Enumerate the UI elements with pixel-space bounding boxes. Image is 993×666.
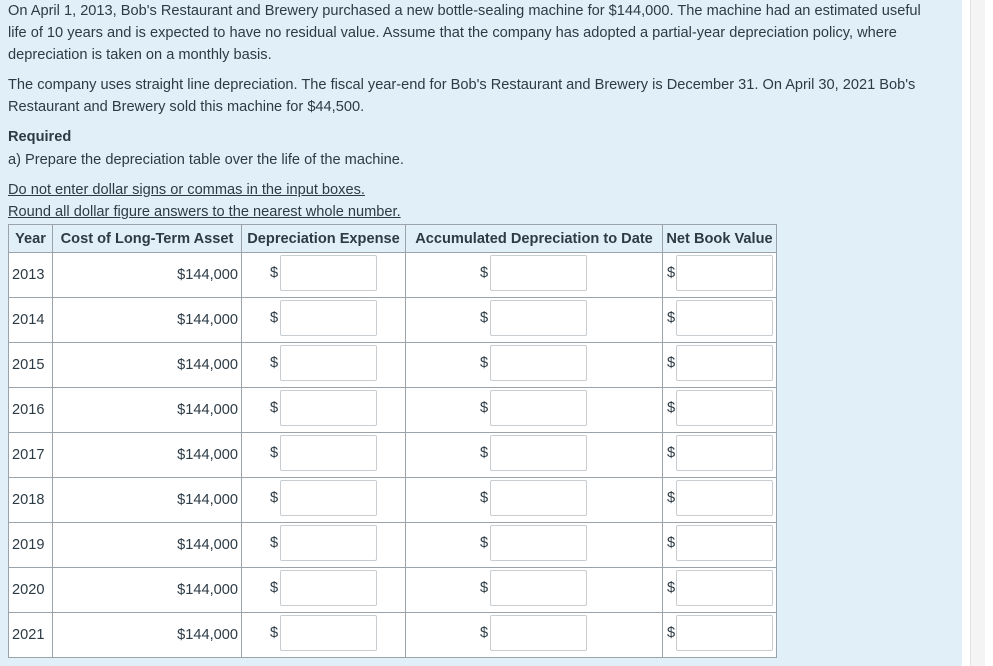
accumulated-depreciation-input[interactable] — [490, 525, 587, 561]
net-book-value-cell-wrap — [663, 523, 776, 567]
year-cell: 2015 — [9, 343, 53, 388]
dollar-sign-label: $ — [667, 490, 676, 506]
depreciation-expense-cell — [242, 478, 406, 523]
net-book-value-input[interactable] — [676, 615, 773, 651]
accumulated-depreciation-cell-wrap — [406, 478, 662, 522]
accumulated-depreciation-cell-wrap — [406, 343, 662, 387]
cost-cell: $144,000 — [53, 343, 242, 388]
net-book-value-cell-wrap — [663, 613, 776, 657]
depreciation-expense-input[interactable] — [280, 345, 377, 381]
dollar-sign-label: $ — [480, 400, 489, 416]
accumulated-depreciation-cell — [406, 433, 663, 478]
part-a-instruction: a) Prepare the depreciation table over the life of the machine. — [8, 152, 404, 168]
table-row — [9, 433, 777, 478]
required-heading: Required — [8, 129, 72, 145]
dollar-sign-label: $ — [270, 400, 279, 416]
depreciation-expense-input[interactable] — [280, 570, 377, 606]
header-depreciation-expense: Depreciation Expense — [242, 225, 406, 253]
depreciation-expense-cell-wrap — [242, 433, 405, 477]
net-book-value-cell-wrap — [663, 298, 776, 342]
dollar-sign-label: $ — [667, 625, 676, 641]
dollar-sign-label: $ — [270, 580, 279, 596]
year-cell: 2016 — [9, 388, 53, 433]
table-row — [9, 298, 777, 343]
depreciation-expense-cell-wrap — [242, 523, 405, 567]
depreciation-expense-cell — [242, 523, 406, 568]
accumulated-depreciation-input[interactable] — [490, 300, 587, 336]
accumulated-depreciation-cell-wrap — [406, 433, 662, 477]
dollar-sign-label: $ — [480, 445, 489, 461]
rounding-note: Round all dollar figure answers to the nearest whole number. — [8, 204, 401, 220]
accumulated-depreciation-cell — [406, 523, 663, 568]
cost-cell: $144,000 — [53, 613, 242, 658]
accumulated-depreciation-cell-wrap — [406, 298, 662, 342]
cost-cell: $144,000 — [53, 388, 242, 433]
depreciation-expense-input[interactable] — [280, 525, 377, 561]
net-book-value-input[interactable] — [676, 300, 773, 336]
cost-cell: $144,000 — [53, 253, 242, 298]
dollar-sign-label: $ — [480, 265, 489, 281]
cost-cell: $144,000 — [53, 478, 242, 523]
table-row — [9, 613, 777, 658]
year-cell: 2014 — [9, 298, 53, 343]
dollar-sign-label: $ — [480, 580, 489, 596]
net-book-value-cell — [663, 343, 777, 388]
net-book-value-cell-wrap — [663, 568, 776, 612]
net-book-value-input[interactable] — [676, 525, 773, 561]
dollar-sign-note: Do not enter dollar signs or commas in the input boxes. — [8, 182, 365, 198]
accumulated-depreciation-input[interactable] — [490, 255, 587, 291]
net-book-value-cell-wrap — [663, 343, 776, 387]
accumulated-depreciation-cell-wrap — [406, 523, 662, 567]
depreciation-expense-input[interactable] — [280, 615, 377, 651]
depreciation-expense-cell-wrap — [242, 478, 405, 522]
depreciation-expense-input[interactable] — [280, 255, 377, 291]
dollar-sign-label: $ — [270, 265, 279, 281]
depreciation-expense-cell-wrap — [242, 568, 405, 612]
net-book-value-input[interactable] — [676, 570, 773, 606]
net-book-value-cell — [663, 613, 777, 658]
accumulated-depreciation-cell — [406, 253, 663, 298]
net-book-value-cell — [663, 298, 777, 343]
accumulated-depreciation-cell — [406, 613, 663, 658]
accumulated-depreciation-cell-wrap — [406, 388, 662, 432]
net-book-value-cell — [663, 523, 777, 568]
net-book-value-input[interactable] — [676, 390, 773, 426]
net-book-value-cell-wrap — [663, 478, 776, 522]
dollar-sign-label: $ — [667, 355, 676, 371]
depreciation-expense-cell-wrap — [242, 388, 405, 432]
cost-cell: $144,000 — [53, 568, 242, 613]
depreciation-expense-cell-wrap — [242, 343, 405, 387]
header-accumulated-depreciation: Accumulated Depreciation to Date — [406, 225, 663, 253]
dollar-sign-label: $ — [667, 580, 676, 596]
problem-paragraph-2: The company uses straight line depreciation. The fiscal year-end for Bob's Restaurant and Brewery is December 31. On April 30, 2021 Bob's Restaurant and Brewery sold this machine for $44,500. — [8, 77, 916, 115]
dollar-sign-label: $ — [480, 310, 489, 326]
dollar-sign-label: $ — [270, 445, 279, 461]
dollar-sign-label: $ — [480, 490, 489, 506]
accumulated-depreciation-input[interactable] — [490, 435, 587, 471]
accumulated-depreciation-cell-wrap — [406, 613, 662, 657]
accumulated-depreciation-input[interactable] — [490, 615, 587, 651]
net-book-value-input[interactable] — [676, 255, 773, 291]
accumulated-depreciation-cell-wrap — [406, 253, 662, 297]
dollar-sign-label: $ — [480, 625, 489, 641]
depreciation-expense-input[interactable] — [280, 300, 377, 336]
year-cell: 2020 — [9, 568, 53, 613]
accumulated-depreciation-cell — [406, 478, 663, 523]
depreciation-expense-cell — [242, 433, 406, 478]
depreciation-expense-cell — [242, 568, 406, 613]
header-net-book-value: Net Book Value — [663, 225, 777, 253]
depreciation-expense-cell-wrap — [242, 613, 405, 657]
table-row — [9, 478, 777, 523]
net-book-value-cell — [663, 388, 777, 433]
year-cell: 2021 — [9, 613, 53, 658]
net-book-value-input[interactable] — [676, 345, 773, 381]
header-year: Year — [9, 225, 53, 253]
depreciation-expense-cell — [242, 253, 406, 298]
net-book-value-cell — [663, 478, 777, 523]
accumulated-depreciation-cell — [406, 298, 663, 343]
dollar-sign-label: $ — [480, 355, 489, 371]
accumulated-depreciation-input[interactable] — [490, 570, 587, 606]
dollar-sign-label: $ — [270, 490, 279, 506]
dollar-sign-label: $ — [270, 310, 279, 326]
table-row — [9, 523, 777, 568]
cost-cell: $144,000 — [53, 523, 242, 568]
depreciation-expense-cell-wrap — [242, 253, 405, 297]
depreciation-expense-input[interactable] — [280, 390, 377, 426]
net-book-value-cell — [663, 568, 777, 613]
accumulated-depreciation-input[interactable] — [490, 345, 587, 381]
net-book-value-cell — [663, 253, 777, 298]
net-book-value-cell-wrap — [663, 388, 776, 432]
dollar-sign-label: $ — [667, 400, 676, 416]
scrollbar-track[interactable] — [970, 0, 985, 666]
depreciation-expense-cell — [242, 343, 406, 388]
dollar-sign-label: $ — [667, 265, 676, 281]
dollar-sign-label: $ — [667, 445, 676, 461]
table-row — [9, 343, 777, 388]
depreciation-expense-input[interactable] — [280, 435, 377, 471]
accumulated-depreciation-cell — [406, 388, 663, 433]
depreciation-expense-cell — [242, 388, 406, 433]
year-cell: 2018 — [9, 478, 53, 523]
cost-cell: $144,000 — [53, 298, 242, 343]
accumulated-depreciation-input[interactable] — [490, 390, 587, 426]
depreciation-table — [8, 224, 777, 658]
accumulated-depreciation-cell — [406, 568, 663, 613]
dollar-sign-label: $ — [667, 310, 676, 326]
year-cell: 2017 — [9, 433, 53, 478]
depreciation-expense-cell — [242, 613, 406, 658]
depreciation-expense-cell-wrap — [242, 298, 405, 342]
year-cell: 2019 — [9, 523, 53, 568]
net-book-value-cell-wrap — [663, 433, 776, 477]
net-book-value-input[interactable] — [676, 480, 773, 516]
depreciation-expense-cell — [242, 298, 406, 343]
table-row — [9, 568, 777, 613]
year-cell: 2013 — [9, 253, 53, 298]
table-row — [9, 253, 777, 298]
dollar-sign-label: $ — [270, 625, 279, 641]
dollar-sign-label: $ — [667, 535, 676, 551]
net-book-value-cell — [663, 433, 777, 478]
dollar-sign-label: $ — [270, 355, 279, 371]
problem-paragraph-1: On April 1, 2013, Bob's Restaurant and Brewery purchased a new bottle-sealing machine for $144,000. The machine had an estimated useful life of 10 years and is expected to have no residual value. Assume that the company has adopted a partial-year depreciation policy, where depreciation is taken on a monthly basis. — [8, 3, 921, 63]
accumulated-depreciation-cell-wrap — [406, 568, 662, 612]
net-book-value-cell-wrap — [663, 253, 776, 297]
dollar-sign-label: $ — [270, 535, 279, 551]
table-row — [9, 388, 777, 433]
accumulated-depreciation-input[interactable] — [490, 480, 587, 516]
net-book-value-input[interactable] — [676, 435, 773, 471]
depreciation-expense-input[interactable] — [280, 480, 377, 516]
scrollbar[interactable] — [962, 0, 993, 666]
table-header-row — [9, 225, 777, 253]
cost-cell: $144,000 — [53, 433, 242, 478]
dollar-sign-label: $ — [480, 535, 489, 551]
accumulated-depreciation-cell — [406, 343, 663, 388]
header-cost: Cost of Long-Term Asset — [53, 225, 242, 253]
